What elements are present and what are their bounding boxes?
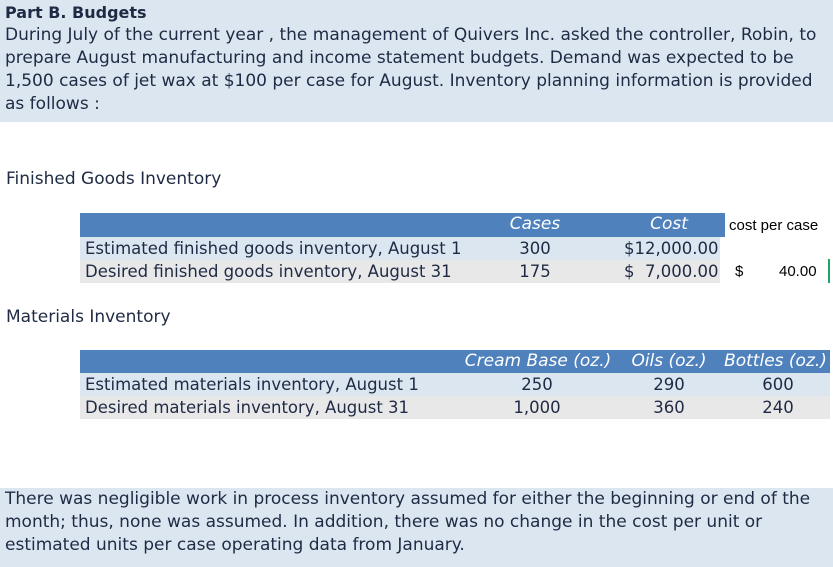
- intro-block: [0, 0, 833, 122]
- oils-header: Oils (oz.): [631, 351, 707, 371]
- cost-value: $12,000.00: [624, 239, 719, 258]
- intro-paragraph: During July of the current year , the management of Quivers Inc. asked the controller, Robin, to prepare August manufacturing and income statement budgets. Demand was expected to be 1,500 cases of jet wax at $100 per case for August. Inventory planning information is provided as follows :: [5, 25, 817, 114]
- materials-header-band: [80, 350, 830, 373]
- row-label: Desired finished goods inventory, August 31: [85, 262, 452, 281]
- cases-header: Cases: [509, 214, 561, 234]
- outro-block: [0, 488, 833, 567]
- bottles-header: Bottles (oz.): [724, 351, 827, 371]
- row-label: Estimated materials inventory, August 1: [85, 375, 419, 394]
- selected-cell-marker: [828, 259, 833, 283]
- bottles-value: 600: [762, 375, 794, 394]
- bottles-value: 240: [762, 398, 794, 417]
- finished-goods-header-band: [80, 213, 725, 237]
- section-title: Part B. Budgets: [5, 3, 147, 22]
- finished-goods-label: Finished Goods Inventory: [6, 169, 222, 189]
- cost-per-case-symbol: $: [735, 263, 744, 280]
- outro-paragraph: There was negligible work in process inventory assumed for either the beginning or end of the month; thus, none was assumed. In addition, there was no change in the cost per unit or estimated units per case operating data from January.: [5, 489, 811, 555]
- cream-base-header: Cream Base (oz.): [464, 351, 612, 371]
- cream-value: 250: [521, 375, 553, 394]
- cases-value: 175: [519, 262, 551, 281]
- cream-value: 1,000: [513, 398, 561, 417]
- cost-header: Cost: [650, 214, 688, 234]
- row-label: Desired materials inventory, August 31: [85, 398, 410, 417]
- cost-per-case-value[interactable]: 40.00: [779, 263, 817, 280]
- cost-value: $ 7,000.00: [624, 262, 719, 281]
- oils-value: 360: [653, 398, 685, 417]
- cost-per-case-header: cost per case: [729, 217, 819, 234]
- materials-label: Materials Inventory: [6, 307, 171, 327]
- oils-value: 290: [653, 375, 685, 394]
- row-label: Estimated finished goods inventory, August 1: [85, 239, 461, 258]
- cases-value: 300: [519, 239, 551, 258]
